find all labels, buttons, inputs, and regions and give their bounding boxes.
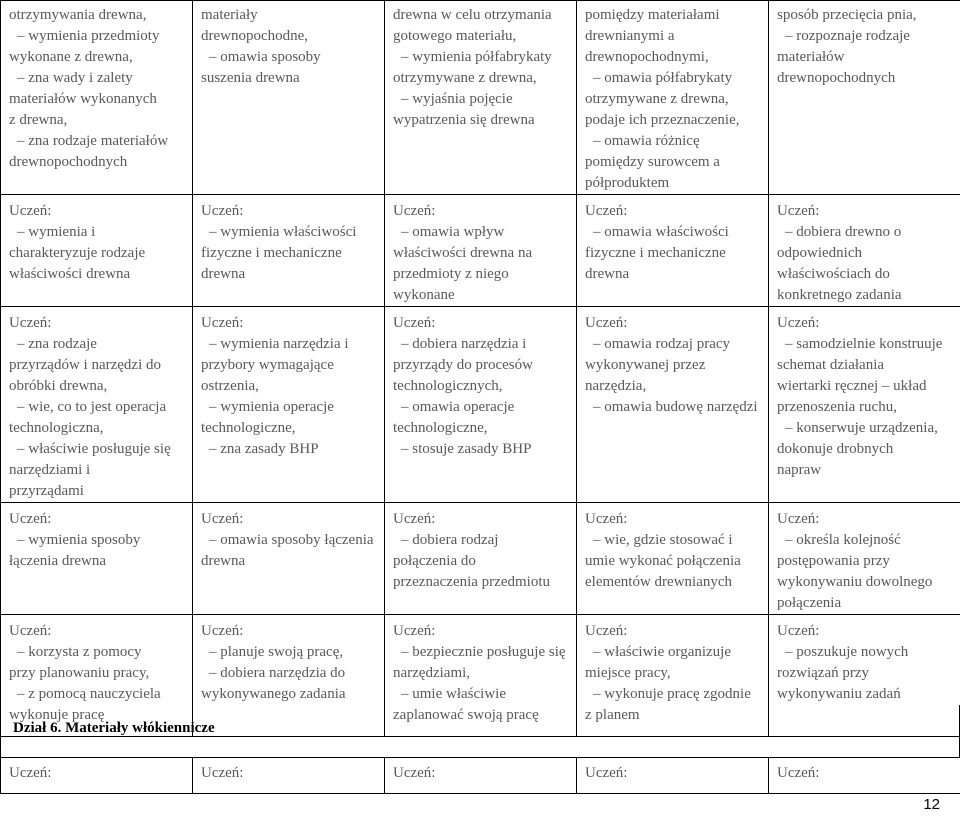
cell-line: schemat działania [777,357,885,373]
cell-line: – wie, co to jest operacja [17,399,167,415]
cell-line: umie wykonać połączenia [585,553,741,569]
cell-line: Uczeń: [585,315,628,331]
cell-line: – wymienia półfabrykaty [401,49,552,65]
table-row [1,1,960,195]
cell-line: technologiczna, [9,420,104,436]
cell-line: wykonywanego zadania [201,686,346,702]
cell-line: – omawia rodzaj pracy [593,336,731,352]
cell-line: Uczeń: [777,511,820,527]
cell-line: dokonuje drobnych [777,441,894,457]
cell-line: odpowiednich [777,245,862,261]
cell-line: połączenia [777,595,842,611]
cell-line: – umie właściwie [401,686,506,702]
table-cell: Uczeń: [577,758,769,794]
cell-line: przeznaczenia przedmiotu [393,574,550,590]
cell-line: – bezpiecznie posługuje się [401,644,566,660]
cell-line: gotowego materiału, [393,28,517,44]
cell-line: Uczeń: [393,511,436,527]
cell-line: – wymienia narzędzia i [209,336,349,352]
cell-line: – dobiera rodzaj [401,532,499,548]
table-cell [193,1,385,195]
cell-line: właściwościach do [777,266,890,282]
cell-line: technologicznych, [393,378,503,394]
cell-line: Uczeń: [201,623,244,639]
cell-line: materiałów wykonanych [9,91,157,107]
cell-line: wykonuje pracę [9,707,105,723]
table-row [1,307,960,503]
cell-line: – omawia operacje [401,399,515,415]
cell-line: suszenia drewna [201,70,300,86]
cell-line: – wymienia właściwości [209,224,357,240]
cell-line: drewna w celu otrzymania [393,7,552,23]
table-cell [577,1,769,195]
cell-line: – dobiera narzędzia i [401,336,527,352]
cell-line: przyrządami [9,483,84,499]
cell-line: – dobiera drewno o [785,224,902,240]
cell-line: konkretnego zadania [777,287,902,303]
cell-line: – dobiera narzędzia do [209,665,346,681]
cell-line: wykonywanej przez [585,357,706,373]
cell-line: – z pomocą nauczyciela [17,686,161,702]
cell-line: – zna zasady BHP [209,441,319,457]
cell-line: Uczeń: [777,315,820,331]
cell-line: miejsce pracy, [585,665,671,681]
cell-line: – konserwuje urządzenia, [785,420,938,436]
table-cell [769,195,960,307]
cell-line: przyrządów i narzędzi do [9,357,162,373]
table-row [1,758,960,794]
cell-line: otrzymywania drewna, [9,7,147,23]
cell-line: łączenia drewna [9,553,107,569]
cell-line: – poszukuje nowych [785,644,909,660]
cell-line: – omawia sposoby łączenia [209,532,374,548]
cell-line: drewna [201,553,246,569]
cell-line: z drewna, [9,112,68,128]
cell-line: Uczeń: [393,315,436,331]
cell-line: – omawia sposoby [209,49,321,65]
cell-line: zaplanować swoją pracę [393,707,539,723]
cell-line: Uczeń: [201,511,244,527]
cell-line: – omawia półfabrykaty [593,70,733,86]
cell-line: wiertarki ręcznej – układ [777,378,927,394]
cell-line: – wie, gdzie stosować i [593,532,733,548]
cell-line: – wykonuje pracę zgodnie [593,686,751,702]
cell-line: wykonywaniu zadań [777,686,901,702]
cell-line: – stosuje zasady BHP [401,441,532,457]
cell-line: – rozpoznaje rodzaje [785,28,910,44]
cell-line: – korzysta z pomocy [17,644,142,660]
cell-line: – określa kolejność [785,532,901,548]
page-number: 12 [923,796,940,813]
cell-line: – właściwie posługuje się [17,441,171,457]
cell-line: przybory wymagające [201,357,334,373]
section-header [0,705,960,758]
cell-line: drewna [585,266,630,282]
table-cell [769,1,960,195]
section-title: Dział 6. Materiały włókiennicze [13,720,215,736]
cell-line: obróbki drewna, [9,378,108,394]
cell-line: wykonane [393,287,455,303]
cell-line: rozwiązań przy [777,665,870,681]
cell-line: narzędziami, [393,665,471,681]
cell-line: drewnopochodnych [9,154,128,170]
table-cell [1,307,193,503]
cell-line: – wymienia sposoby [17,532,141,548]
cell-line: technologiczne, [393,420,488,436]
cell-line: właściwości drewna [9,266,131,282]
table-cell [193,195,385,307]
cell-line: Uczeń: [777,203,820,219]
table-cell [385,1,577,195]
table-cell [769,307,960,503]
table-cell [1,503,193,615]
cell-line: podaje ich przeznaczenie, [585,112,740,128]
cell-line: narzędziami i [9,462,91,478]
table-cell [385,503,577,615]
cell-line: – zna wady i zalety [17,70,133,86]
cell-line: – wymienia operacje [209,399,334,415]
table-row [1,195,960,307]
cell-line: fizyczne i mechaniczne [201,245,342,261]
cell-line: Uczeń: [9,315,52,331]
cell-line: drewnopochodnymi, [585,49,709,65]
cell-line: Uczeń: [393,623,436,639]
table-cell [1,195,193,307]
table-cell [193,503,385,615]
table-cell [769,503,960,615]
cell-line: – samodzielnie konstruuje [785,336,943,352]
cell-line: elementów drewnianych [585,574,733,590]
table-cell [577,195,769,307]
cell-line: pomiędzy surowcem a [585,154,720,170]
cell-line: Uczeń: [585,203,628,219]
cell-line: – omawia budowę narzędzi [593,399,758,415]
cell-line: Uczeń: [393,203,436,219]
cell-line: otrzymywane z drewna, [393,70,537,86]
cell-line: drewnopochodnych [777,70,896,86]
cell-line: materiały [201,7,258,23]
cell-line: charakteryzuje rodzaje [9,245,146,261]
cell-line: – właściwie organizuje [593,644,732,660]
table-cell [1,1,193,195]
table-cell [193,307,385,503]
cell-line: otrzymywane z drewna, [585,91,729,107]
requirements-table-body [1,1,960,737]
cell-line: postępowania przy [777,553,890,569]
cell-line: narzędzia, [585,378,647,394]
cell-line: Uczeń: [201,315,244,331]
table-cell [577,307,769,503]
cell-line: sposób przecięcia pnia, [777,7,917,23]
cell-line: drewnopochodne, [201,28,309,44]
cell-line: – omawia właściwości [593,224,729,240]
cell-line: przedmioty z niego [393,266,509,282]
cell-line: – omawia wpływ [401,224,505,240]
cell-line: – wymienia przedmioty [17,28,160,44]
table-cell [385,195,577,307]
cell-line: – planuje swoją pracę, [209,644,344,660]
cell-line: – omawia różnicę [593,133,700,149]
cell-line: Uczeń: [201,203,244,219]
cell-line: Uczeń: [9,511,52,527]
cell-line: technologiczne, [201,420,296,436]
cell-line: wypatrzenia się drewna [393,112,535,128]
cell-line: półproduktem [585,175,670,191]
cell-line: – zna rodzaje materiałów [17,133,169,149]
cell-line: ostrzenia, [201,378,259,394]
table-cell: Uczeń: [385,758,577,794]
table-cell: Uczeń: [193,758,385,794]
cell-line: połączenia do [393,553,476,569]
cell-line: Uczeń: [585,623,628,639]
cell-line: przyrządy do procesów [393,357,533,373]
cell-line: przy planowaniu pracy, [9,665,150,681]
cell-line: drewnianymi a [585,28,675,44]
cell-line: – wyjaśnia pojęcie [401,91,513,107]
table-cell [577,503,769,615]
cell-line: Uczeń: [9,623,52,639]
cell-line: Uczeń: [9,203,52,219]
cell-line: – zna rodzaje [17,336,97,352]
cell-line: drewna [201,266,246,282]
cell-line: pomiędzy materiałami [585,7,720,23]
cell-line: właściwości drewna na [393,245,533,261]
cell-line: z planem [585,707,640,723]
cell-line: – wymienia i [17,224,96,240]
cell-line: Uczeń: [777,623,820,639]
cell-line: wykonane z drewna, [9,49,133,65]
table-row [1,503,960,615]
cell-line: przenoszenia ruchu, [777,399,897,415]
cell-line: napraw [777,462,822,478]
cell-line: wykonywaniu dowolnego [777,574,933,590]
table-cell: Uczeń: [1,758,193,794]
cell-line: fizyczne i mechaniczne [585,245,726,261]
table-cell [385,307,577,503]
section-requirements-table [0,757,960,794]
cell-line: materiałów [777,49,845,65]
cell-line: Uczeń: [585,511,628,527]
table-cell: Uczeń: [769,758,960,794]
